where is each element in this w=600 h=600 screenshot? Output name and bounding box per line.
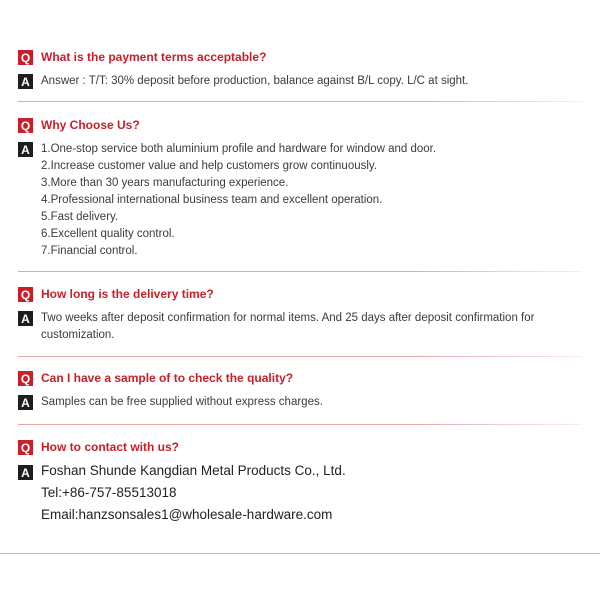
answer-line: 1.One-stop service both aluminium profile and hardware for window and door.: [41, 143, 437, 155]
answer-line: 4.Professional international business team and excellent operation.: [41, 194, 383, 206]
a-badge: A: [18, 142, 33, 157]
company-name: Foshan Shunde Kangdian Metal Products Co., Ltd.: [41, 463, 346, 478]
a-badge: A: [18, 311, 33, 326]
question-text: How to contact with us?: [41, 440, 179, 454]
question-text: What is the payment terms acceptable?: [41, 50, 267, 64]
phone-number: Tel:+86-757-85513018: [41, 485, 177, 500]
answer-row: [18, 310, 582, 344]
answer-row: [18, 394, 582, 411]
divider: [18, 101, 582, 102]
email-address: Email:hanzsonsales1@wholesale-hardware.com: [41, 507, 333, 522]
question-text: How long is the delivery time?: [41, 287, 214, 301]
answer-line: Two weeks after deposit confirmation for normal items. And 25 days after deposit confirmation for: [41, 312, 535, 324]
answer-line: 7.Financial control.: [41, 245, 138, 257]
faq-item-payment: [18, 49, 582, 90]
divider: [18, 356, 582, 357]
answer-text: [41, 73, 468, 90]
a-badge: A: [18, 465, 33, 480]
divider: [18, 271, 582, 272]
faq-item-delivery-time: [18, 286, 582, 344]
question-row: [18, 439, 582, 456]
answer-line: Samples can be free supplied without express charges.: [41, 396, 323, 408]
answer-line: 2.Increase customer value and help customers grow continuously.: [41, 160, 378, 172]
divider: [18, 424, 582, 425]
q-badge: Q: [18, 440, 33, 455]
answer-row: [18, 73, 582, 90]
answer-line: 3.More than 30 years manufacturing experience.: [41, 177, 289, 189]
question-text: Why Choose Us?: [41, 118, 140, 132]
q-badge: Q: [18, 118, 33, 133]
question-row: [18, 286, 582, 303]
a-badge: A: [18, 74, 33, 89]
bottom-rule: [0, 553, 600, 554]
a-badge: A: [18, 395, 33, 410]
question-text: Can I have a sample of to check the quality?: [41, 371, 294, 385]
faq-item-sample: [18, 370, 582, 411]
answer-row: [18, 460, 582, 526]
answer-text: [41, 394, 323, 411]
answer-row: [18, 141, 582, 260]
answer-text: [41, 141, 436, 260]
question-row: [18, 117, 582, 134]
q-badge: Q: [18, 287, 33, 302]
question-row: [18, 370, 582, 387]
q-badge: Q: [18, 371, 33, 386]
faq-item-why-choose-us: [18, 117, 582, 260]
answer-text: [41, 460, 346, 526]
faq-item-contact: [18, 439, 582, 526]
answer-text: [41, 310, 534, 344]
question-row: [18, 49, 582, 66]
answer-line: customization.: [41, 329, 115, 341]
answer-line: 5.Fast delivery.: [41, 211, 119, 223]
answer-line: 6.Excellent quality control.: [41, 228, 175, 240]
q-badge: Q: [18, 50, 33, 65]
answer-line: Answer : T/T: 30% deposit before production, balance against B/L copy. L/C at sight.: [41, 75, 469, 87]
